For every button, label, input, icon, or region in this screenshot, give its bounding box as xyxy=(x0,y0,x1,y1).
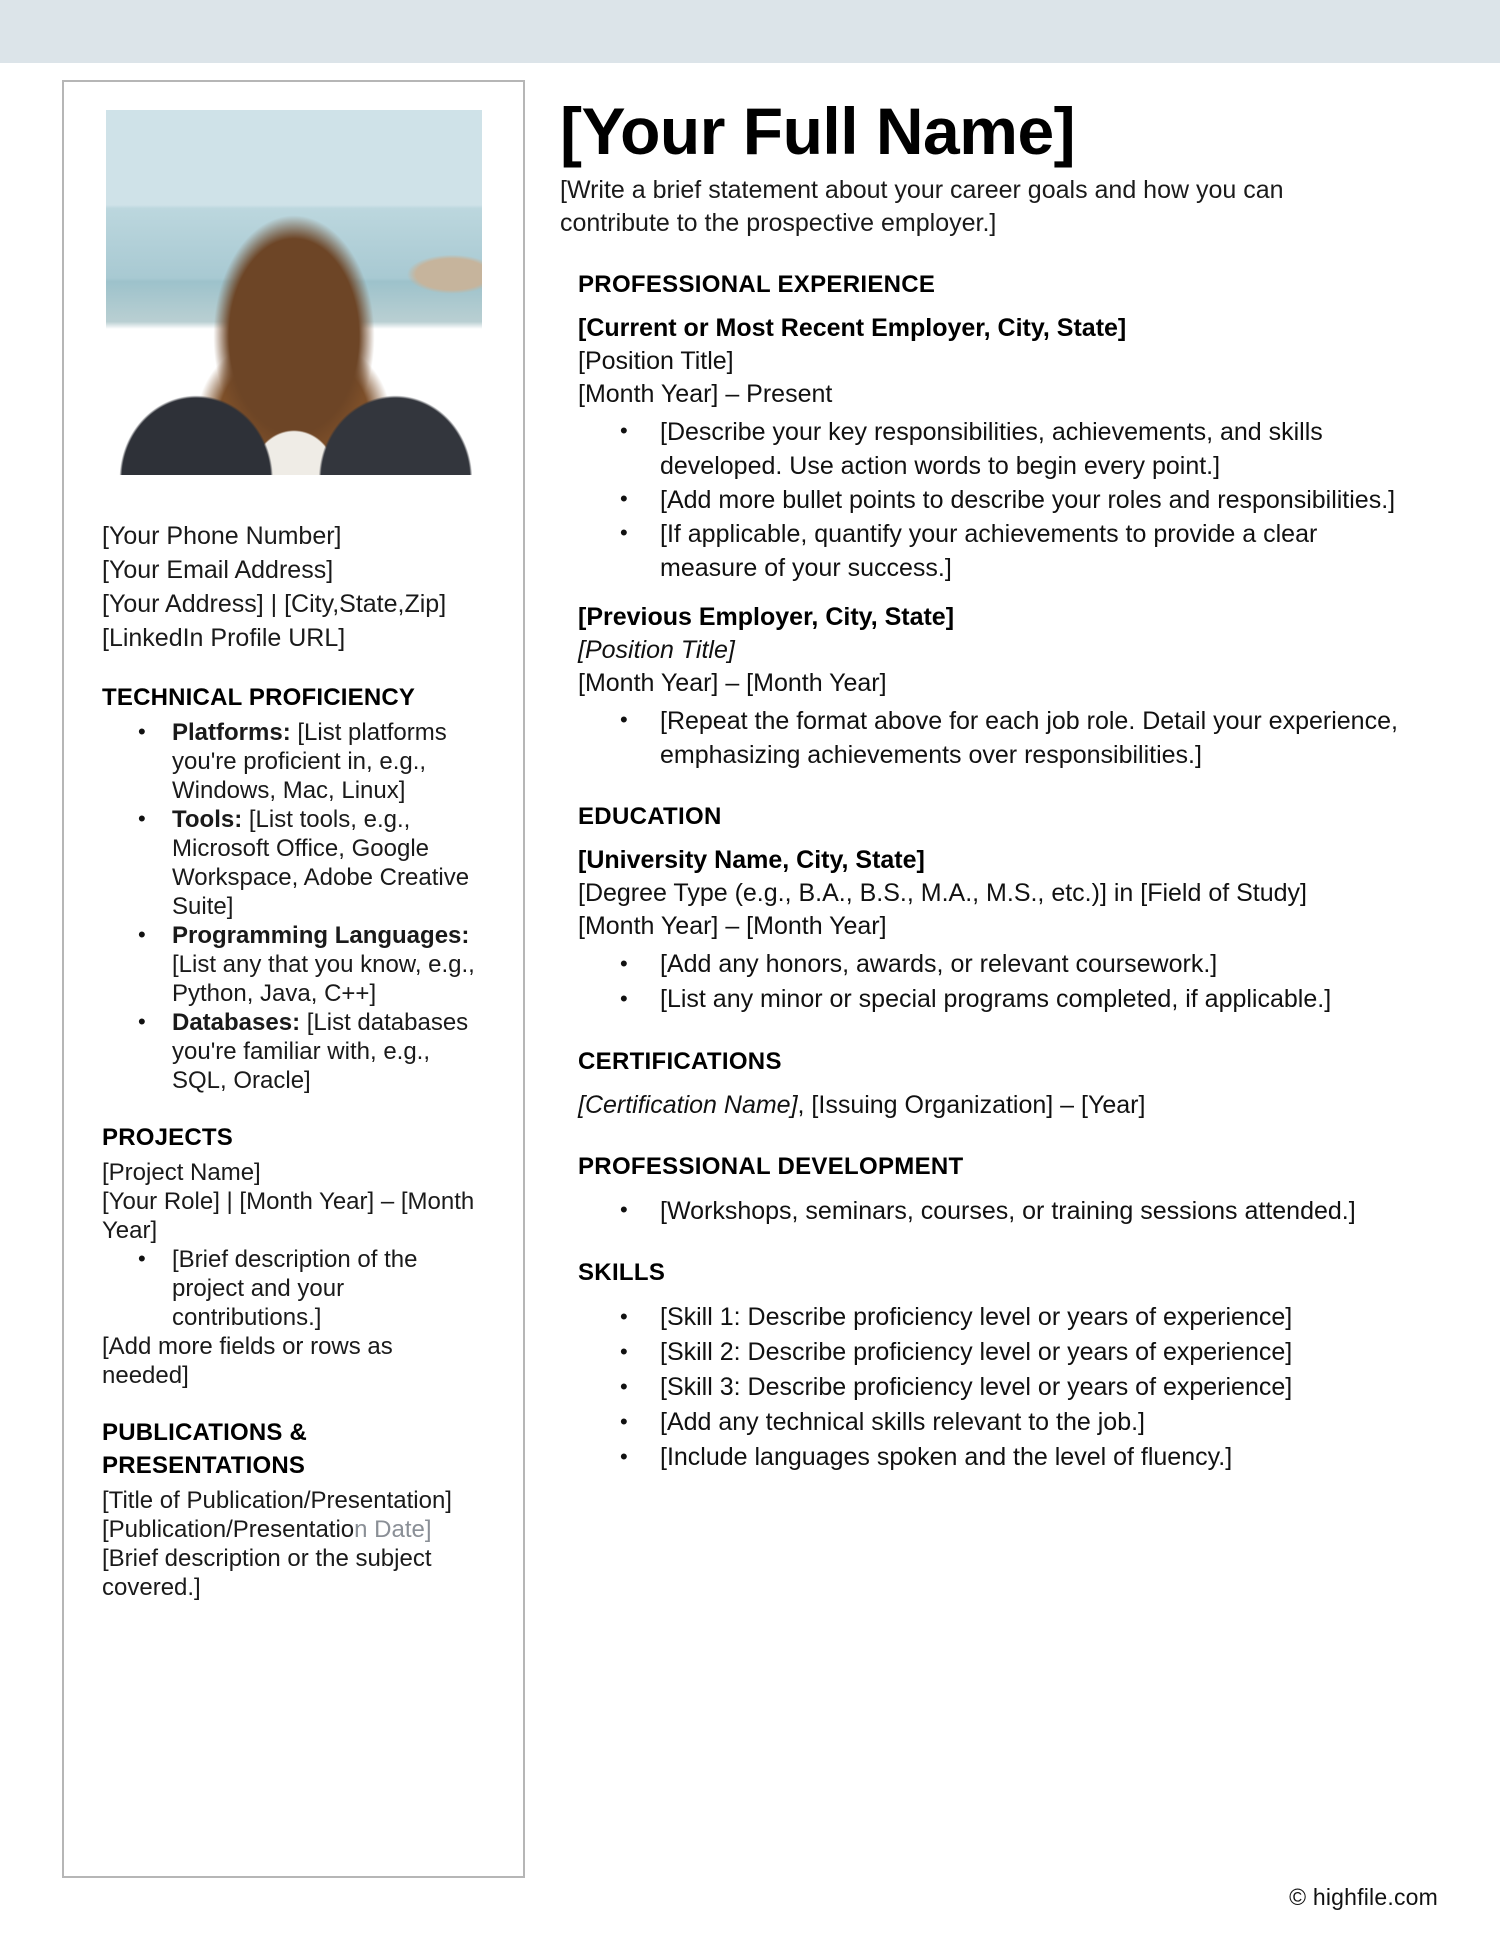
contact-email: [Your Email Address] xyxy=(102,556,334,584)
technical-proficiency-list xyxy=(102,718,485,1095)
publication-date xyxy=(102,1515,485,1544)
main-content xyxy=(560,92,1400,1475)
certification-line xyxy=(578,1089,1400,1122)
career-summary: [Write a brief statement about your career goals and how you can contribute to the prospective employer.] xyxy=(560,176,1284,237)
tp-text-programming: [List any that you know, e.g., Python, Java, C++] xyxy=(172,951,475,1007)
publication-title: [Title of Publication/Presentation] xyxy=(102,1487,452,1514)
degree-line: [Degree Type (e.g., B.A., B.S., M.A., M.S., etc.)] in [Field of Study] xyxy=(578,879,1307,907)
tp-text-databases: [List databases you're familiar with, e.g., SQL, Oracle] xyxy=(172,1009,469,1094)
section-heading-publications xyxy=(102,1416,485,1482)
projects-bullet-list xyxy=(102,1245,485,1332)
list-item: • [Describe your key responsibilities, achievements, and skills developed. Use action words to begin every point.] xyxy=(578,415,1400,483)
list-item: • [Skill 2: Describe proficiency level or years of experience] xyxy=(578,1335,1400,1370)
section-heading-professional-experience: PROFESSIONAL EXPERIENCE xyxy=(578,271,936,298)
list-item: • [Add any honors, awards, or relevant coursework.] xyxy=(578,947,1400,982)
employer-name: [Current or Most Recent Employer, City, State] xyxy=(578,314,1127,342)
tp-label-databases: Databases: xyxy=(172,1009,301,1036)
contact-phone: [Your Phone Number] xyxy=(102,522,342,550)
tp-label-tools: Tools: xyxy=(172,806,243,833)
section-heading-projects: PROJECTS xyxy=(102,1124,233,1151)
publications-heading-line2: PRESENTATIONS xyxy=(102,1452,306,1479)
list-item: • [If applicable, quantify your achievements to provide a clear measure of your success.] xyxy=(578,517,1400,585)
experience-bullet-list xyxy=(578,415,1400,585)
tp-label-platforms: Platforms: xyxy=(172,719,291,746)
list-item xyxy=(102,1008,485,1095)
list-item xyxy=(102,921,485,1008)
tp-text-platforms: [List platforms you're proficient in, e.g., Windows, Mac, Linux] xyxy=(172,719,447,804)
list-item: • [List any minor or special programs completed, if applicable.] xyxy=(578,982,1400,1017)
list-item: • [Skill 1: Describe proficiency level or years of experience] xyxy=(578,1300,1400,1335)
list-item: • [Add any technical skills relevant to the job.] xyxy=(578,1405,1400,1440)
certification-name: [Certification Name] xyxy=(578,1091,798,1119)
list-item xyxy=(102,718,485,805)
education-bullet-list xyxy=(578,947,1400,1017)
spacer xyxy=(560,585,1400,601)
contact-linkedin: [LinkedIn Profile URL] xyxy=(102,624,346,652)
professional-development-entry xyxy=(560,1194,1400,1228)
position-title: [Position Title] xyxy=(578,347,734,375)
list-item: • [Repeat the format above for each job role. Detail your experience, emphasizing achievements over responsibilities.] xyxy=(578,704,1400,772)
employment-dates: [Month Year] – Present xyxy=(578,380,833,408)
publication-date-suffix: n Date] xyxy=(354,1516,432,1543)
list-item xyxy=(102,805,485,921)
experience-entry-previous xyxy=(560,601,1400,772)
section-heading-certifications: CERTIFICATIONS xyxy=(578,1048,782,1075)
publications-heading-line1: PUBLICATIONS & xyxy=(102,1419,308,1446)
experience-bullet-list xyxy=(578,704,1400,772)
tp-label-programming: Programming Languages: xyxy=(172,922,470,949)
section-heading-technical-proficiency: TECHNICAL PROFICIENCY xyxy=(102,684,416,711)
profile-photo xyxy=(106,110,482,475)
list-item: • [Skill 3: Describe proficiency level or years of experience] xyxy=(578,1370,1400,1405)
top-decorative-band xyxy=(0,0,1500,63)
list-item: • [Brief description of the project and your contributions.] xyxy=(102,1245,485,1332)
sidebar-panel xyxy=(62,80,525,1878)
employer-name: [Previous Employer, City, State] xyxy=(578,603,955,631)
project-name: [Project Name] xyxy=(102,1159,261,1186)
project-role-dates: [Your Role] | [Month Year] – [Month Year] xyxy=(102,1188,475,1244)
footer-credit: © highfile.com xyxy=(1289,1884,1438,1910)
publication-date-prefix: [Publication/Presentatio xyxy=(102,1516,355,1543)
contact-address: [Your Address] | [City,State,Zip] xyxy=(102,590,447,618)
contact-block xyxy=(102,519,485,655)
list-item: • [Workshops, seminars, courses, or training sessions attended.] xyxy=(578,1194,1400,1228)
education-entry xyxy=(560,844,1400,1017)
skills-bullet-list xyxy=(578,1300,1400,1475)
university-name: [University Name, City, State] xyxy=(578,846,925,874)
position-title: [Position Title] xyxy=(578,636,735,664)
experience-entry-current xyxy=(560,312,1400,585)
section-heading-professional-development: PROFESSIONAL DEVELOPMENT xyxy=(578,1153,964,1180)
page-title: [Your Full Name] xyxy=(560,94,1076,168)
employment-dates: [Month Year] – [Month Year] xyxy=(578,669,887,697)
skills-entry xyxy=(560,1300,1400,1475)
section-heading-education: EDUCATION xyxy=(578,803,722,830)
section-heading-skills: SKILLS xyxy=(578,1259,666,1286)
certifications-entry xyxy=(560,1089,1400,1122)
publication-description: [Brief description or the subject covered.] xyxy=(102,1545,432,1601)
professional-development-bullet-list xyxy=(578,1194,1400,1228)
certification-issuer: , [Issuing Organization] – [Year] xyxy=(797,1091,1146,1119)
profile-photo-image xyxy=(106,110,482,475)
projects-footnote: [Add more fields or rows as needed] xyxy=(102,1333,393,1389)
tp-text-tools: [List tools, e.g., Microsoft Office, Google Workspace, Adobe Creative Suite] xyxy=(172,806,470,920)
list-item: • [Include languages spoken and the level of fluency.] xyxy=(578,1440,1400,1475)
list-item: • [Add more bullet points to describe your roles and responsibilities.] xyxy=(578,483,1400,517)
education-dates: [Month Year] – [Month Year] xyxy=(578,912,887,940)
